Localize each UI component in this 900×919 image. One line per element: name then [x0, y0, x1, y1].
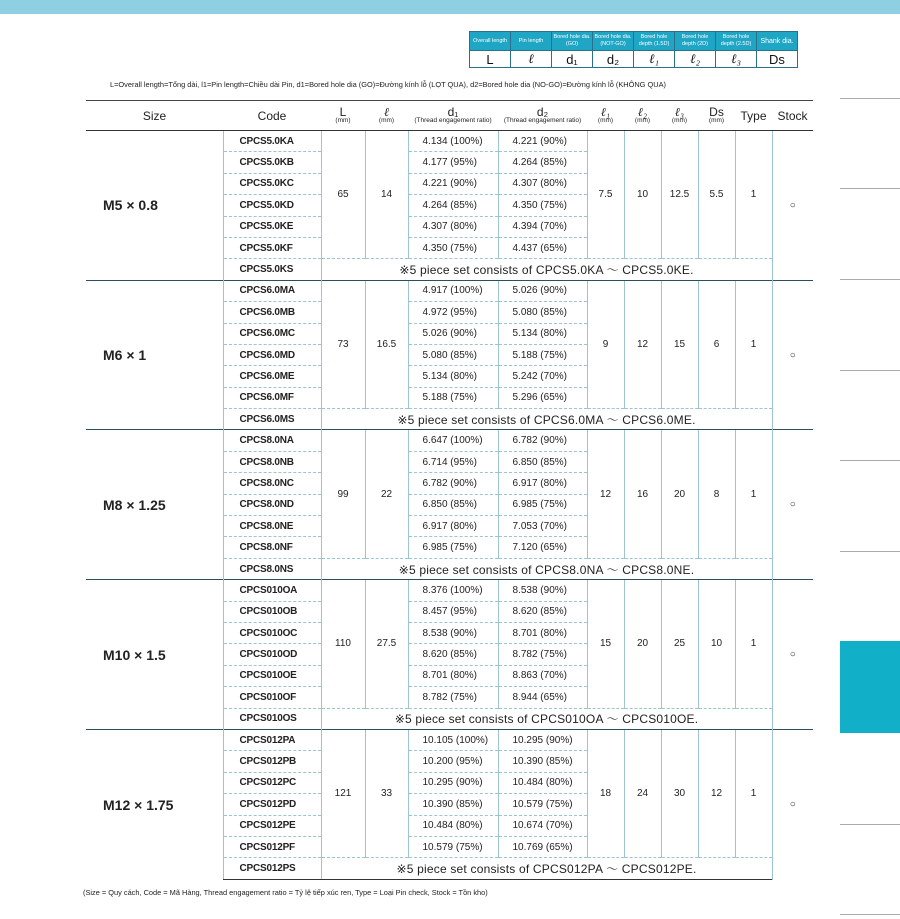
code-cell: CPCS012PE	[223, 815, 321, 836]
legend-header-7: Shank dia.	[757, 32, 798, 51]
d1-cell: 4.264 (85%)	[408, 195, 498, 216]
col-L-label: L	[339, 104, 347, 119]
code-cell: CPCS012PC	[223, 772, 321, 793]
code-cell: CPCS5.0KE	[223, 216, 321, 237]
col-d2-sub: (Thread engagement ratio)	[503, 116, 582, 124]
legend-header-2: Bored hole dia. (GO)	[552, 32, 593, 51]
d2-cell: 4.350 (75%)	[498, 195, 587, 216]
table-row	[86, 729, 813, 750]
d2-cell: 4.221 (90%)	[498, 131, 587, 152]
margin-line	[840, 98, 900, 99]
d2-cell: 6.917 (80%)	[498, 473, 587, 494]
legend-symbol-2: d₁	[552, 51, 593, 68]
d1-cell: 8.620 (85%)	[408, 644, 498, 665]
legend-symbol-3: d₂	[593, 51, 634, 68]
d1-cell: 8.782 (75%)	[408, 687, 498, 708]
col-size: Size	[86, 101, 223, 131]
d2-cell: 5.242 (70%)	[498, 366, 587, 387]
col-l3-label: ℓ₃	[674, 104, 685, 119]
col-d2-label: d₂	[536, 104, 549, 119]
code-cell: CPCS6.0MD	[223, 344, 321, 365]
stock-indicator: ○	[789, 649, 796, 661]
d1-cell: 10.200 (95%)	[408, 751, 498, 772]
set-note-cell: ※5 piece set consists of CPCS012PA ～ CPCS012PE.	[321, 858, 772, 879]
code-cell: CPCS8.0NB	[223, 451, 321, 472]
code-cell: CPCS010OD	[223, 644, 321, 665]
ds-cell: 8	[698, 430, 735, 558]
code-cell: CPCS8.0NA	[223, 430, 321, 451]
stock-cell	[772, 430, 813, 580]
legend-header-0: Overall length	[470, 32, 511, 51]
code-cell: CPCS5.0KA	[223, 131, 321, 152]
col-l3-unit: (mm)	[671, 116, 688, 124]
d2-cell: 7.053 (70%)	[498, 516, 587, 537]
set-code-cell: CPCS5.0KS	[223, 259, 321, 280]
overall-length-cell: 73	[321, 280, 365, 408]
set-note-cell: ※5 piece set consists of CPCS8.0NA ～ CPCS8.0NE.	[321, 558, 772, 579]
d1-cell: 6.782 (90%)	[408, 473, 498, 494]
d2-cell: 10.674 (70%)	[498, 815, 587, 836]
d2-cell: 8.863 (70%)	[498, 665, 587, 686]
d1-cell: 10.105 (100%)	[408, 729, 498, 750]
col-d2	[498, 101, 587, 131]
d2-cell: 4.394 (70%)	[498, 216, 587, 237]
pin-length-cell: 22	[365, 430, 408, 558]
code-cell: CPCS5.0KD	[223, 195, 321, 216]
legend-header-5: Bored hole depth (2D)	[675, 32, 716, 51]
table-row	[86, 430, 813, 451]
l1-cell: 9	[587, 280, 624, 408]
table-row	[86, 580, 813, 601]
code-cell: CPCS6.0MB	[223, 302, 321, 323]
legend-symbol-5: ℓ₂	[675, 51, 716, 68]
col-ds-label: Ds	[709, 104, 724, 119]
l2-cell: 16	[624, 430, 661, 558]
code-cell: CPCS6.0MC	[223, 323, 321, 344]
legend-header-6: Bored hole depth (2.5D)	[716, 32, 757, 51]
col-l1-label: ℓ₁	[600, 104, 611, 119]
l3-cell: 15	[661, 280, 698, 408]
col-l-unit: (mm)	[378, 116, 395, 124]
margin-line	[840, 551, 900, 552]
legend-header-3: Bored hole dia. (NOT-GO)	[593, 32, 634, 51]
code-cell: CPCS8.0NC	[223, 473, 321, 494]
d1-cell: 6.850 (85%)	[408, 494, 498, 515]
type-cell: 1	[735, 729, 772, 857]
stock-cell	[772, 580, 813, 730]
l1-cell: 15	[587, 580, 624, 708]
d1-cell: 8.457 (95%)	[408, 601, 498, 622]
size-cell: M12 × 1.75	[86, 729, 223, 879]
d1-cell: 5.134 (80%)	[408, 366, 498, 387]
size-cell: M8 × 1.25	[86, 430, 223, 580]
type-cell: 1	[735, 131, 772, 259]
d1-cell: 6.917 (80%)	[408, 516, 498, 537]
d2-cell: 4.307 (80%)	[498, 173, 587, 194]
legend-symbol-6: ℓ₃	[716, 51, 757, 68]
d1-cell: 4.307 (80%)	[408, 216, 498, 237]
legend-header-4: Bored hole depth (1.5D)	[634, 32, 675, 51]
l2-cell: 24	[624, 729, 661, 857]
legend-header-1: Pin length	[511, 32, 552, 51]
margin-line	[840, 370, 900, 371]
stock-cell	[772, 280, 813, 430]
l1-cell: 7.5	[587, 131, 624, 259]
table-row	[86, 280, 813, 301]
d2-cell: 10.579 (75%)	[498, 794, 587, 815]
d1-cell: 10.484 (80%)	[408, 815, 498, 836]
d2-cell: 5.188 (75%)	[498, 344, 587, 365]
d2-cell: 5.134 (80%)	[498, 323, 587, 344]
col-l3	[661, 101, 698, 131]
d1-cell: 8.376 (100%)	[408, 580, 498, 601]
product-table	[86, 100, 813, 880]
col-l	[365, 101, 408, 131]
code-cell: CPCS5.0KF	[223, 237, 321, 258]
d1-cell: 10.579 (75%)	[408, 836, 498, 857]
code-cell: CPCS012PB	[223, 751, 321, 772]
d2-cell: 8.620 (85%)	[498, 601, 587, 622]
code-cell: CPCS8.0ND	[223, 494, 321, 515]
stock-indicator: ○	[789, 199, 796, 211]
type-cell: 1	[735, 280, 772, 408]
d2-cell: 8.701 (80%)	[498, 622, 587, 643]
legend-symbol-0: L	[470, 51, 511, 68]
col-l1-unit: (mm)	[597, 116, 614, 124]
stock-indicator: ○	[789, 799, 796, 811]
legend-symbol-4: ℓ₁	[634, 51, 675, 68]
code-cell: CPCS6.0MF	[223, 387, 321, 408]
pin-length-cell: 33	[365, 729, 408, 857]
margin-line	[840, 824, 900, 825]
ds-cell: 5.5	[698, 131, 735, 259]
size-cell: M5 × 0.8	[86, 131, 223, 281]
pin-length-cell: 14	[365, 131, 408, 259]
set-note-cell: ※5 piece set consists of CPCS5.0KA ～ CPCS5.0KE.	[321, 259, 772, 280]
margin-line	[840, 914, 900, 915]
set-note-cell: ※5 piece set consists of CPCS010OA ～ CPCS010OE.	[321, 708, 772, 729]
d1-cell: 4.177 (95%)	[408, 152, 498, 173]
d1-cell: 4.350 (75%)	[408, 237, 498, 258]
code-cell: CPCS012PD	[223, 794, 321, 815]
col-ds	[698, 101, 735, 131]
d1-cell: 5.026 (90%)	[408, 323, 498, 344]
col-l1	[587, 101, 624, 131]
size-cell: M6 × 1	[86, 280, 223, 430]
d2-cell: 10.484 (80%)	[498, 772, 587, 793]
l1-cell: 18	[587, 729, 624, 857]
code-cell: CPCS5.0KC	[223, 173, 321, 194]
d1-cell: 5.080 (85%)	[408, 344, 498, 365]
d1-cell: 8.538 (90%)	[408, 622, 498, 643]
l3-cell: 20	[661, 430, 698, 558]
d2-cell: 10.295 (90%)	[498, 729, 587, 750]
l3-cell: 25	[661, 580, 698, 708]
col-ds-unit: (mm)	[708, 116, 725, 124]
dimension-legend	[469, 31, 798, 68]
top-color-bar	[0, 0, 900, 14]
abbreviation-note: L=Overall length=Tổng dài, l1=Pin length=Chiều dài Pin, d1=Bored hole dia (GO)=Đường kính lỗ (LỌT QUA), d2=Bored hole dia (NO-GO)=Đường kính lỗ (KHÔNG QUA)	[110, 80, 666, 89]
code-cell: CPCS010OB	[223, 601, 321, 622]
d2-cell: 6.850 (85%)	[498, 451, 587, 472]
d1-cell: 10.295 (90%)	[408, 772, 498, 793]
d1-cell: 4.221 (90%)	[408, 173, 498, 194]
set-code-cell: CPCS6.0MS	[223, 409, 321, 430]
d1-cell: 4.134 (100%)	[408, 131, 498, 152]
margin-line	[840, 279, 900, 280]
set-code-cell: CPCS012PS	[223, 858, 321, 879]
col-l-label: ℓ	[384, 104, 389, 119]
code-cell: CPCS012PA	[223, 729, 321, 750]
d2-cell: 10.769 (65%)	[498, 836, 587, 857]
d1-cell: 5.188 (75%)	[408, 387, 498, 408]
l2-cell: 12	[624, 280, 661, 408]
size-cell: M10 × 1.5	[86, 580, 223, 730]
d2-cell: 5.296 (65%)	[498, 387, 587, 408]
footer-note: (Size = Quy cách, Code = Mã Hàng, Thread engagement ratio = Tỷ lệ tiếp xúc ren, Type = Loại Pin check, Stock = Tồn kho)	[83, 888, 488, 897]
d1-cell: 6.985 (75%)	[408, 537, 498, 558]
d1-cell: 10.390 (85%)	[408, 794, 498, 815]
col-l2-unit: (mm)	[634, 116, 651, 124]
code-cell: CPCS8.0NF	[223, 537, 321, 558]
d1-cell: 6.647 (100%)	[408, 430, 498, 451]
ds-cell: 12	[698, 729, 735, 857]
col-l2-label: ℓ₂	[637, 104, 648, 119]
stock-cell	[772, 131, 813, 281]
d2-cell: 8.944 (65%)	[498, 687, 587, 708]
col-L	[321, 101, 365, 131]
d2-cell: 4.437 (65%)	[498, 237, 587, 258]
d2-cell: 4.264 (85%)	[498, 152, 587, 173]
section-tab	[840, 641, 900, 733]
col-stock: Stock	[772, 101, 813, 131]
overall-length-cell: 65	[321, 131, 365, 259]
code-cell: CPCS010OA	[223, 580, 321, 601]
legend-symbol-7: Ds	[757, 51, 798, 68]
stock-indicator: ○	[789, 499, 796, 511]
l3-cell: 30	[661, 729, 698, 857]
col-code: Code	[223, 101, 321, 131]
set-code-cell: CPCS8.0NS	[223, 558, 321, 579]
stock-cell	[772, 729, 813, 879]
d1-cell: 6.714 (95%)	[408, 451, 498, 472]
d2-cell: 8.782 (75%)	[498, 644, 587, 665]
l2-cell: 20	[624, 580, 661, 708]
d2-cell: 5.080 (85%)	[498, 302, 587, 323]
ds-cell: 10	[698, 580, 735, 708]
d2-cell: 7.120 (65%)	[498, 537, 587, 558]
d2-cell: 5.026 (90%)	[498, 280, 587, 301]
set-code-cell: CPCS010OS	[223, 708, 321, 729]
d2-cell: 6.985 (75%)	[498, 494, 587, 515]
code-cell: CPCS010OE	[223, 665, 321, 686]
code-cell: CPCS010OC	[223, 622, 321, 643]
set-note-cell: ※5 piece set consists of CPCS6.0MA ～ CPCS6.0ME.	[321, 409, 772, 430]
d1-cell: 8.701 (80%)	[408, 665, 498, 686]
code-cell: CPCS5.0KB	[223, 152, 321, 173]
l3-cell: 12.5	[661, 131, 698, 259]
legend-symbol-1: ℓ	[511, 51, 552, 68]
col-L-unit: (mm)	[335, 116, 351, 124]
col-d1-sub: (Thread engagement ratio)	[414, 116, 492, 124]
margin-line	[840, 188, 900, 189]
code-cell: CPCS8.0NE	[223, 516, 321, 537]
table-row	[86, 131, 813, 152]
code-cell: CPCS6.0ME	[223, 366, 321, 387]
code-cell: CPCS6.0MA	[223, 280, 321, 301]
d2-cell: 10.390 (85%)	[498, 751, 587, 772]
l2-cell: 10	[624, 131, 661, 259]
d2-cell: 6.782 (90%)	[498, 430, 587, 451]
pin-length-cell: 27.5	[365, 580, 408, 708]
pin-length-cell: 16.5	[365, 280, 408, 408]
col-type: Type	[735, 101, 772, 131]
margin-line	[840, 460, 900, 461]
code-cell: CPCS012PF	[223, 836, 321, 857]
l1-cell: 12	[587, 430, 624, 558]
col-d1-label: d₁	[447, 104, 459, 119]
overall-length-cell: 99	[321, 430, 365, 558]
ds-cell: 6	[698, 280, 735, 408]
col-d1	[408, 101, 498, 131]
d1-cell: 4.972 (95%)	[408, 302, 498, 323]
overall-length-cell: 121	[321, 729, 365, 857]
type-cell: 1	[735, 430, 772, 558]
code-cell: CPCS010OF	[223, 687, 321, 708]
d1-cell: 4.917 (100%)	[408, 280, 498, 301]
type-cell: 1	[735, 580, 772, 708]
col-l2	[624, 101, 661, 131]
d2-cell: 8.538 (90%)	[498, 580, 587, 601]
stock-indicator: ○	[789, 349, 796, 361]
overall-length-cell: 110	[321, 580, 365, 708]
